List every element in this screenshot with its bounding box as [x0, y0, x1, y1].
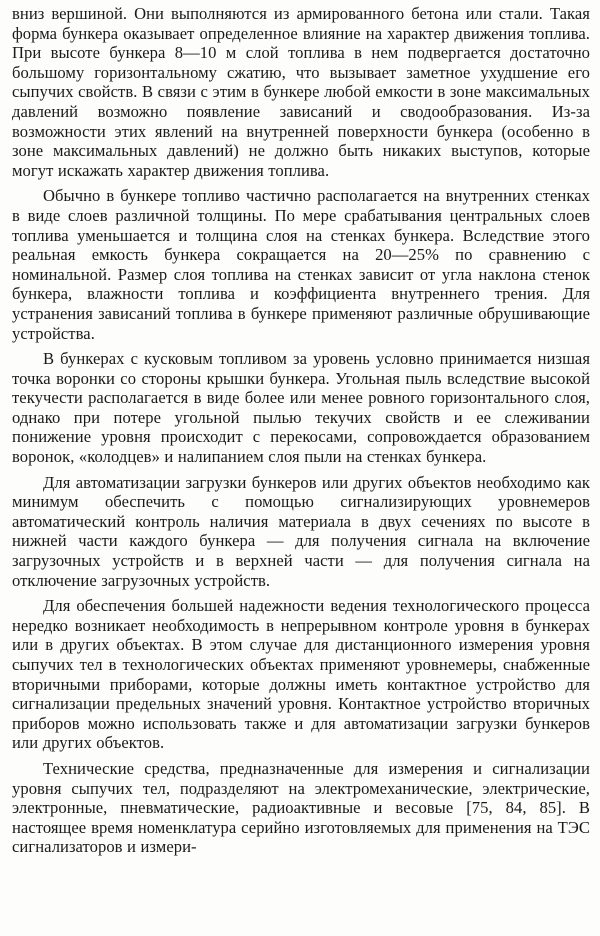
body-text: [12, 4, 590, 857]
paragraph: Для автоматизации загрузки бункеров или других объектов необходимо как минимум обеспечить с помощью сигнализирующих уровнемеров автоматический контроль наличия материала в двух сечениях по высоте в нижней части каждого бункера — для получения сигнала на включение загрузочных устройств и в верхней части — для получения сигнала на отключение загрузочных устройств.: [12, 472, 590, 590]
paragraph-last: Технические средства, предназначенные для измерения и сигнализации уровня сыпучих тел, подразделяют на электромеханические, электрические, электронные, пневматические, радиоактивные и весовые [75, 84, 85]. В настоящее время номенклатура серийно изготовляемых для применения на ТЭС сигнализаторов и измери-: [12, 758, 590, 857]
paragraph-continued: вниз вершиной. Они выполняются из армированного бетона или стали. Такая форма бункера оказывает определенное влияние на характер движения топлива. При высоте бункера 8—10 м слой топлива в нем подвергается достаточно большому горизонтальному сжатию, что вызывает заметное ухудшение его сыпучих свойств. В связи с этим в бункере любой емкости в зоне максимальных давлений возможно появление зависаний и сводообразования. Из-за возможности этих явлений на внутренней поверхности бункера (особенно в зоне максимальных давлений) не должно быть никаких выступов, которые могут искажать характер движения топлива.: [12, 4, 590, 180]
paragraph: Для обеспечения большей надежности ведения технологического процесса нередко возникает необходимость в непрерывном контроле уровня в бункерах или в других объектах. В этом случае для дистанционного измерения уровня сыпучих тел в технологических объектах применяют уровнемеры, снабженные вторичными приборами, которые должны иметь контактное устройство для сигнализации предельных значений уровня. Контактное устройство вторичных приборов можно использовать также и для автоматизации загрузки бункеров или других объектов.: [12, 596, 590, 753]
paragraph: В бункерах с кусковым топливом за уровень условно принимается низшая точка воронки со стороны крышки бункера. Угольная пыль вследствие высокой текучести располагается в виде более или менее ровного горизонтального слоя, однако при потере угольной пылью текучих свойств и ее слеживании понижение уровня происходит с перекосами, сопровождается образованием воронок, «колодцев» и налипанием слоя пыли на стенках бункера.: [12, 349, 590, 467]
paragraph: Обычно в бункере топливо частично располагается на внутренних стенках в виде слоев различной толщины. По мере срабатывания центральных слоев топлива уменьшается и толщина слоя на стенках бункера. Вследствие этого реальная емкость бункера сокращается на 20—25% по сравнению с номинальной. Размер слоя топлива на стенках зависит от угла наклона стенок бункера, влажности топлива и коэффициента внутреннего трения. Для устранения зависаний топлива в бункере применяют различные обрушивающие устройства.: [12, 186, 590, 343]
